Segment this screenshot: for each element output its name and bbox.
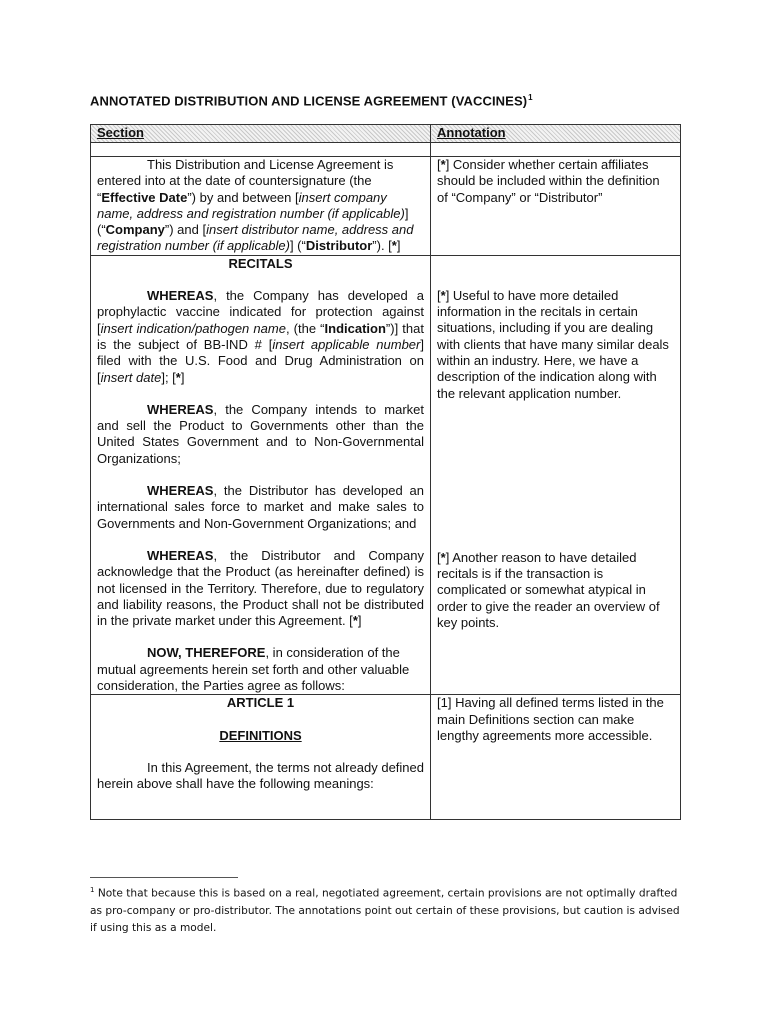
whereas-paragraph-2: WHEREAS, the Company intends to market and sell the Product to Governments other than the United States Government and to Non-Governmental Organizations; [97,401,424,466]
footnote: $^1$ Note that because this is based on a real, negotiated agreement, certain provisions are not optimally drafted as pro-company or pro-distributor. The annotations point out certain of these provisions, but caution is advised if using this as a model. [90,886,680,934]
annotation-marker: * [391,238,397,254]
now-therefore-paragraph: NOW, THEREFORE, in consideration of the mutual agreements herein set forth and other valuable consideration, the Parties agree as follows: [97,645,410,694]
distributor-term: Distributor [305,238,373,254]
indication-placeholder: insert indication/pathogen name [100,320,286,336]
article-annotation: [1] Having all defined terms listed in the main Definitions section can make lengthy agreements more accessible. [431,695,681,820]
annotation-header: Annotation [431,125,681,143]
recitals-annotation-2: [*] Another reason to have detailed recitals is if the transaction is complicated or somewhat atypical in order to give the reader an overview of key points. [437,549,660,631]
article-row [91,695,681,820]
annotation-marker: * [175,369,181,385]
recitals-annotation-1: [*] Useful to have more detailed information in the recitals in certain situations, including if you are dealing with clients that have many similar deals within an industry. Here, we have a description of the indication along with the relevant application number. [437,287,669,401]
annotation-marker: * [440,287,446,303]
spacer-row [91,143,681,157]
annotation-marker: * [352,613,358,629]
definitions-heading: DEFINITIONS [219,727,302,743]
recitals-annotations [431,255,681,695]
distributor-placeholder: insert distributor name, address and registration number (if applicable) [97,222,414,254]
footnote-ref: 1 [90,886,95,894]
recitals-row [91,255,681,695]
article-heading: ARTICLE 1 [226,695,295,711]
annotation-marker: * [440,157,446,172]
company-placeholder: insert company name, address and registration number (if applicable) [97,189,405,221]
whereas-paragraph-1: WHEREAS, the Company has developed a prophylactic vaccine indicated for protection against [insert indication/pathogen name, (the “Indication”)] that is the subject of BB-IND # [insert applicable number] filed with the U.S. Food and Drug Administration on [insert date]; [*] [97,288,424,385]
footnote-divider [90,877,238,878]
annotation-marker: * [440,549,446,565]
intro-annotation: [*] Consider whether certain affiliates should be included within the definition of “Company” or “Distributor” [431,157,681,256]
section-header: Section [91,125,431,143]
title-footnote-ref: 1 [528,93,533,102]
table-header-row [91,125,681,143]
document-title: ANNOTATED DISTRIBUTION AND LICENSE AGREEMENT (VACCINES)$^1$ [90,93,533,109]
whereas-paragraph-3: WHEREAS, the Distributor has developed an international sales force to market and make sales to Governments and Non-Government Organizations; and [97,483,424,531]
whereas-paragraph-4: WHEREAS, the Distributor and Company acknowledge that the Product (as hereinafter defined) is not licensed in the Territory. Therefore, due to regulatory and liability reasons, the Product shall not be distributed in the private market under this Agreement. [*] [97,547,424,629]
date-placeholder: insert date [100,369,162,385]
effective-date-term: Effective Date [101,189,188,205]
agreement-table [90,124,681,820]
intro-paragraph: This Distribution and License Agreement is entered into at the date of countersignature (the “Effective Date”) by and between [insert company name, address and registration number (if applicable)] (“Company”) and [insert distributor name, address and registration number (if applicable)] (“Distributor”). [*] [91,157,431,256]
company-term: Company [105,222,165,238]
number-placeholder: insert applicable number [272,336,421,352]
recitals-heading: RECITALS [228,255,293,271]
article-section [91,695,431,820]
definitions-intro: In this Agreement, the terms not already defined herein above shall have the following meanings: [97,759,424,792]
indication-term: Indication [324,320,386,336]
recitals-section [91,255,431,695]
intro-row [91,157,681,256]
